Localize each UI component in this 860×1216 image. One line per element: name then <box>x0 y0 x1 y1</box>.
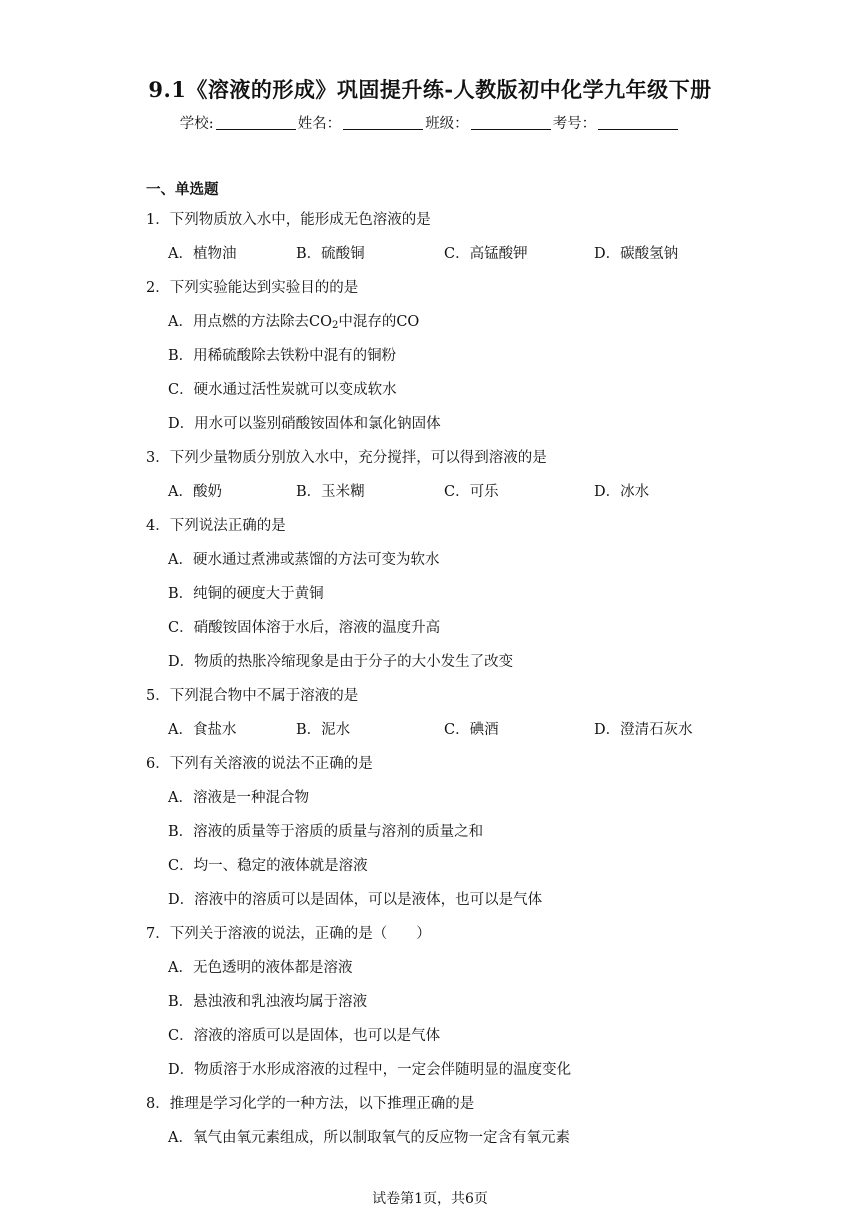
q6-option-b: B．溶液的质量等于溶质的质量与溶剂的质量之和 <box>168 824 484 840</box>
q2-option-d: D．用水可以鉴别硝酸铵固体和氯化钠固体 <box>168 416 441 432</box>
question-3-options <box>168 480 768 500</box>
question-5-options <box>168 718 768 738</box>
q7-option-b: B．悬浊液和乳浊液均属于溶液 <box>168 994 368 1010</box>
q5-option-d: D．澄清石灰水 <box>594 722 693 738</box>
page-footer: 试卷第1页，共6页 <box>372 1191 488 1207</box>
question-3-stem: 3．下列少量物质分别放入水中，充分搅拌，可以得到溶液的是 <box>146 450 547 466</box>
q1-option-c: C．高锰酸钾 <box>444 246 528 262</box>
q6-option-a: A．溶液是一种混合物 <box>168 790 309 806</box>
question-1-options <box>168 242 768 262</box>
q2-option-c: C．硬水通过活性炭就可以变成软水 <box>168 382 397 398</box>
q1-option-d: D．碳酸氢钠 <box>594 246 679 262</box>
question-8-stem: 8．推理是学习化学的一种方法，以下推理正确的是 <box>146 1096 475 1112</box>
question-5-stem: 5．下列混合物中不属于溶液的是 <box>146 688 359 704</box>
school-blank[interactable] <box>216 115 296 130</box>
question-4-stem: 4．下列说法正确的是 <box>146 518 286 534</box>
q5-option-a: A．食盐水 <box>168 722 237 738</box>
q1-option-b: B．硫酸铜 <box>296 246 365 262</box>
q6-option-d: D．溶液中的溶质可以是固体，可以是液体，也可以是气体 <box>168 892 543 908</box>
name-blank[interactable] <box>343 115 423 130</box>
q7-option-c: C．溶液的溶质可以是固体，也可以是气体 <box>168 1028 441 1044</box>
class-blank[interactable] <box>471 115 551 130</box>
exam-no-label: 考号： <box>552 116 597 132</box>
q3-option-c: C．可乐 <box>444 484 499 500</box>
q3-option-a: A．酸奶 <box>168 484 222 500</box>
q5-option-b: B．泥水 <box>296 722 351 738</box>
question-2-stem: 2．下列实验能达到实验目的的是 <box>146 280 359 296</box>
q3-option-b: B．玉米糊 <box>296 484 365 500</box>
q8-option-a: A．氧气由氧元素组成，所以制取氧气的反应物一定含有氧元素 <box>168 1130 570 1146</box>
q2-option-a: A．用点燃的方法除去$CO_2$中混存的CO <box>168 314 420 331</box>
q4-option-d: D．物质的热胀冷缩现象是由于分子的大小发生了改变 <box>168 654 514 670</box>
q2-option-b: B．用稀硫酸除去铁粉中混有的铜粉 <box>168 348 397 364</box>
q6-option-c: C．均一、稳定的液体就是溶液 <box>168 858 368 874</box>
q1-option-a: A．植物油 <box>168 246 237 262</box>
page-title: 9.1《溶液的形成》巩固提升练-人教版初中化学九年级下册 <box>148 77 712 102</box>
class-label: 班级： <box>425 116 469 132</box>
question-6-stem: 6．下列有关溶液的说法不正确的是 <box>146 756 373 772</box>
school-label: 学校: <box>179 116 214 132</box>
q4-option-a: A．硬水通过煮沸或蒸馏的方法可变为软水 <box>168 552 440 568</box>
q7-option-a: A．无色透明的液体都是溶液 <box>168 960 353 976</box>
exam-no-blank[interactable] <box>598 115 678 130</box>
question-1-stem: 1．下列物质放入水中，能形成无色溶液的是 <box>146 212 431 228</box>
q5-option-c: C．碘酒 <box>444 722 499 738</box>
student-info-line <box>0 112 860 133</box>
section-heading: 一、单选题 <box>146 181 219 198</box>
q3-option-d: D．冰水 <box>594 484 650 500</box>
q7-option-d: D．物质溶于水形成溶液的过程中，一定会伴随明显的温度变化 <box>168 1062 572 1078</box>
q4-option-c: C．硝酸铵固体溶于水后，溶液的温度升高 <box>168 620 441 636</box>
question-7-stem: 7．下列关于溶液的说法，正确的是（ ） <box>146 926 431 942</box>
name-label: 姓名： <box>297 116 342 132</box>
q4-option-b: B．纯铜的硬度大于黄铜 <box>168 586 324 602</box>
